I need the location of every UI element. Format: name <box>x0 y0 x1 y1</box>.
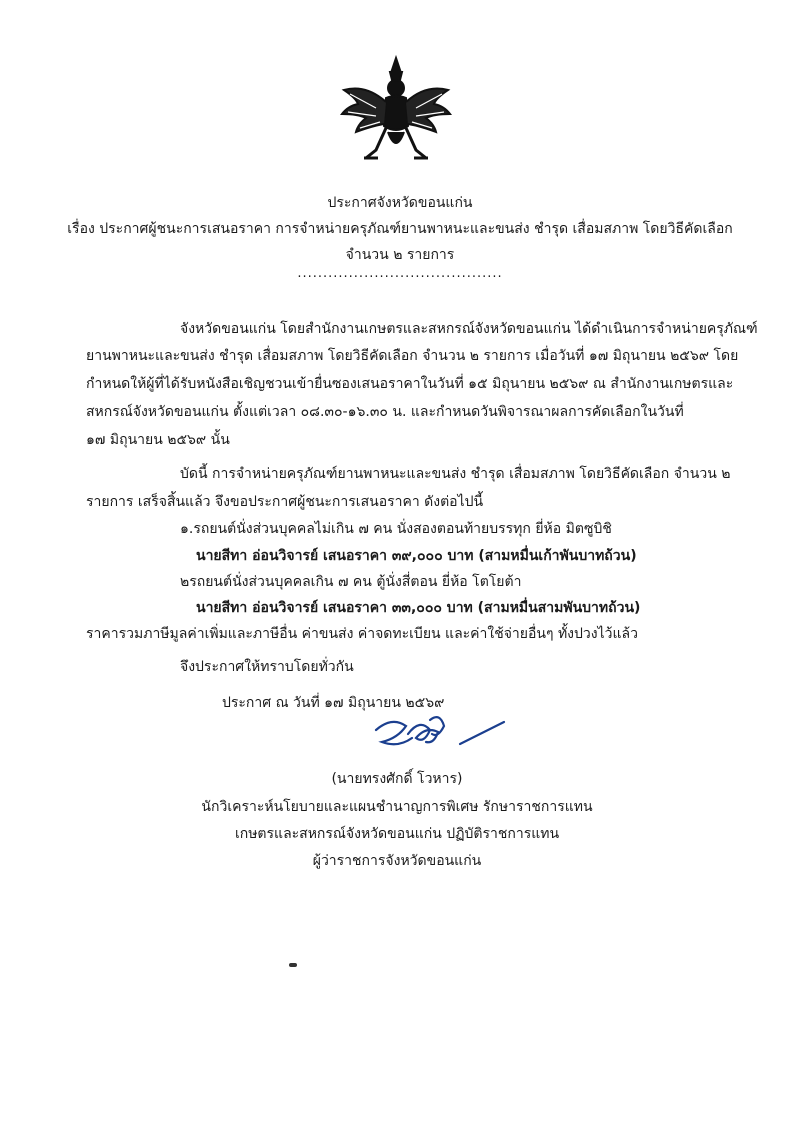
item2-winner: นายสีทา อ่อนวิจารย์ เสนอราคา ๓๓,๐๐๐ บาท (สามหมื่นสามพันบาทถ้วน) <box>196 600 641 616</box>
signatory-title-2: เกษตรและสหกรณ์จังหวัดขอนแก่น ปฏิบัติราชการแทน <box>234 826 560 842</box>
announcement-date: ประกาศ ณ วันที่ ๑๗ มิถุนายน ๒๕๖๙ <box>222 695 445 711</box>
closing-statement: จึงประกาศให้ทราบโดยทั่วกัน <box>180 659 354 675</box>
para2-line-1: บัดนี้ การจำหน่ายครุภัณฑ์ยานพาหนะและขนส่ง ชำรุด เสื่อมสภาพ โดยวิธีคัดเลือก จำนวน ๒ <box>180 466 731 482</box>
signatory-title-3: ผู้ว่าราชการจังหวัดขอนแก่น <box>312 853 482 869</box>
header-divider: ........................................ <box>297 266 503 281</box>
price-note: ราคารวมภาษีมูลค่าเพิ่มและภาษีอื่น ค่าขนส่ง ค่าจดทะเบียน และค่าใช้จ่ายอื่นๆ ทั้งปวงไว้แล้ว <box>86 626 638 642</box>
subject-line: เรื่อง ประกาศผู้ชนะการเสนอราคา การจำหน่ายครุภัณฑ์ยานพาหนะและขนส่ง ชำรุด เสื่อมสภาพ โดยวิธีคัดเลือก <box>67 221 733 237</box>
scan-speck <box>289 963 297 967</box>
agency-line: ประกาศจังหวัดขอนแก่น <box>327 195 473 211</box>
garuda-emblem-icon <box>336 54 456 164</box>
item1-description: ๑.รถยนต์นั่งส่วนบุคคลไม่เกิน ๗ คน นั่งสองตอนท้ายบรรทุก ยี่ห้อ มิตซูบิชิ <box>180 521 612 537</box>
para2-line-2: รายการ เสร็จสิ้นแล้ว จึงขอประกาศผู้ชนะการเสนอราคา ดังต่อไปนี้ <box>86 494 484 510</box>
para1-line-2: ยานพาหนะและขนส่ง ชำรุด เสื่อมสภาพ โดยวิธีคัดเลือก จำนวน ๒ รายการ เมื่อวันที่ ๑๗ มิถุนายน ๒๕๖๙ โดย <box>86 348 739 364</box>
para1-line-3: กำหนดให้ผู้ที่ได้รับหนังสือเชิญชวนเข้ายื่นซองเสนอราคาในวันที่ ๑๕ มิถุนายน ๒๕๖๙ ณ สำนักงานเกษตรและ <box>86 376 734 392</box>
count-line: จำนวน ๒ รายการ <box>345 247 455 263</box>
para1-line-5: ๑๗ มิถุนายน ๒๕๖๙ นั้น <box>86 432 230 448</box>
item1-winner: นายสีทา อ่อนวิจารย์ เสนอราคา ๓๙,๐๐๐ บาท (สามหมื่นเก้าพันบาทถ้วน) <box>196 548 637 564</box>
signatory-title-1: นักวิเคราะห์นโยบายและแผนชำนาญการพิเศษ รักษาราชการแทน <box>201 799 593 815</box>
para1-line-4: สหกรณ์จังหวัดขอนแก่น ตั้งแต่เวลา ๐๘.๓๐-๑๖.๓๐ น. และกำหนดวันพิจารณาผลการคัดเลือกในวันที่ <box>86 404 684 420</box>
signature-icon <box>368 708 508 758</box>
item2-description: ๒รถยนต์นั่งส่วนบุคคลเกิน ๗ คน ตู้นั่งสี่ตอน ยี่ห้อ โตโยต้า <box>180 574 522 590</box>
signatory-name: (นายทรงศักดิ์ โวหาร) <box>331 771 463 787</box>
para1-line-1: จังหวัดขอนแก่น โดยสำนักงานเกษตรและสหกรณ์จังหวัดขอนแก่น ได้ดำเนินการจำหน่ายครุภัณฑ์ <box>180 321 758 337</box>
